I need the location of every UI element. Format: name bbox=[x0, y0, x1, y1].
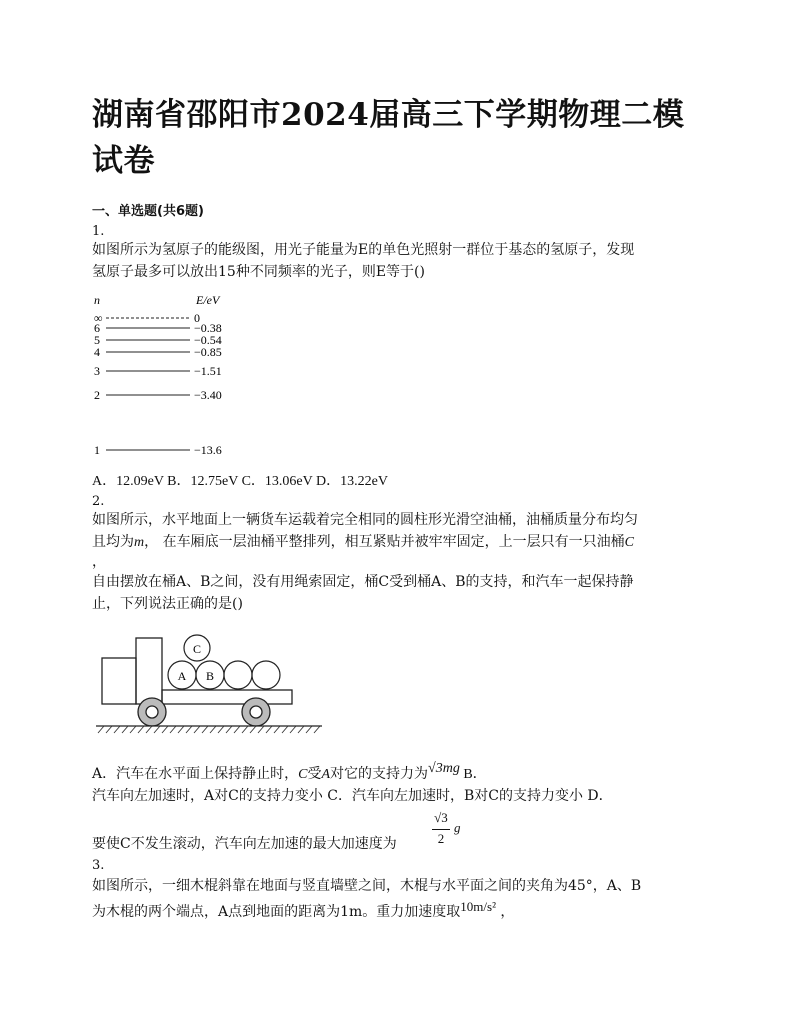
barrel bbox=[252, 661, 280, 689]
fraction-numerator: √3 bbox=[434, 810, 448, 825]
hatch-line bbox=[122, 726, 128, 733]
barrel-symbol: C bbox=[624, 535, 634, 550]
page-title: 湖南省邵阳市2024届高三下学期物理二模试卷 bbox=[92, 97, 685, 179]
question-number: 3. bbox=[92, 858, 105, 873]
formula-sqrt3mg: √3mg bbox=[428, 761, 460, 776]
ground-hatching bbox=[98, 726, 320, 733]
level-energy-label: −0.85 bbox=[194, 345, 222, 359]
question-number: 1. bbox=[92, 224, 105, 239]
text-segment: 为木棍的两个端点，A点到地面的距离为1m。重力加速度取 bbox=[92, 904, 461, 920]
hatch-line bbox=[306, 726, 312, 733]
question-text: 如图所示为氢原子的能级图，用光子能量为E的单色光照射一群位于基态的氢原子，发现 bbox=[92, 242, 635, 258]
level-n-label: 1 bbox=[94, 443, 100, 457]
fraction-denominator: 2 bbox=[437, 831, 445, 846]
level-n-label: ∞ bbox=[94, 311, 103, 325]
answer-options: 汽车向左加速时，A对C的支持力变小 C．汽车向左加速时，B对C的支持力变小 D． bbox=[92, 788, 613, 804]
hatch-line bbox=[274, 726, 280, 733]
truck-cab-upper bbox=[136, 638, 162, 704]
text-segment: ， bbox=[495, 904, 515, 920]
barrel-a-label: A bbox=[177, 669, 187, 683]
text-segment: 受 bbox=[307, 766, 322, 782]
level-n-label: 2 bbox=[94, 388, 100, 402]
level-energy-label: −0.38 bbox=[194, 321, 222, 335]
e-axis-label: E/eV bbox=[196, 293, 220, 307]
hatch-line bbox=[298, 726, 304, 733]
gravity-symbol: g bbox=[454, 820, 461, 835]
hatch-line bbox=[282, 726, 288, 733]
hatch-line bbox=[242, 726, 248, 733]
text-segment: 对它的支持力为 bbox=[330, 766, 429, 782]
hatch-line bbox=[170, 726, 176, 733]
hatch-line bbox=[130, 726, 136, 733]
hatch-line bbox=[146, 726, 152, 733]
level-energy-label: −0.54 bbox=[194, 333, 222, 347]
barrel-c-label: C bbox=[192, 642, 202, 656]
wheel-hub bbox=[146, 706, 158, 718]
text-segment: B． bbox=[459, 767, 487, 782]
answer-option-d: 要使C不发生滚动，汽车向左加速的最大加速度为 bbox=[92, 836, 397, 852]
question-text: ， bbox=[92, 554, 106, 570]
question-text: 氢原子最多可以放出15种不同频率的光子，则E等于() bbox=[92, 264, 425, 280]
level-energy-label: −13.6 bbox=[194, 443, 222, 457]
hatch-line bbox=[258, 726, 264, 733]
hatch-line bbox=[290, 726, 296, 733]
text-segment: ， 在车厢底一层油桶平整排列，相互紧贴并被牢牢固定，上一层只有一只油桶 bbox=[144, 534, 625, 550]
hatch-line bbox=[114, 726, 120, 733]
hatch-line bbox=[234, 726, 240, 733]
answer-options: A．12.09eV B．12.75eV C．13.06eV D．13.22eV bbox=[92, 474, 388, 489]
hatch-line bbox=[186, 726, 192, 733]
wheel-hub bbox=[250, 706, 262, 718]
level-energy-label: −3.40 bbox=[194, 388, 222, 402]
level-energy-label: 0 bbox=[194, 311, 200, 325]
text-segment: 且均为 bbox=[92, 534, 134, 550]
energy-levels bbox=[94, 311, 222, 457]
hatch-line bbox=[314, 726, 320, 733]
n-axis-label: n bbox=[94, 293, 100, 307]
level-n-label: 6 bbox=[94, 321, 100, 335]
level-n-label: 5 bbox=[94, 333, 100, 347]
truck-cab bbox=[102, 658, 136, 704]
hatch-line bbox=[210, 726, 216, 733]
answer-option-a bbox=[92, 761, 487, 785]
hatch-line bbox=[266, 726, 272, 733]
hatch-line bbox=[154, 726, 160, 733]
question-text: 如图所示，一细木棍斜靠在地面与竖直墙壁之间，木棍与水平面之间的夹角为45°，A、B bbox=[92, 878, 642, 894]
section-heading: 一、单选题(共6题) bbox=[92, 204, 204, 219]
hatch-line bbox=[250, 726, 256, 733]
barrel bbox=[224, 661, 252, 689]
fraction-bar bbox=[432, 829, 450, 830]
question-number: 2. bbox=[92, 494, 105, 509]
symbol: C bbox=[298, 767, 308, 782]
question-text bbox=[92, 532, 634, 553]
hatch-line bbox=[106, 726, 112, 733]
hatch-line bbox=[178, 726, 184, 733]
symbol: A bbox=[321, 767, 331, 782]
barrel-b-label: B bbox=[205, 669, 215, 683]
question-text bbox=[92, 899, 515, 922]
level-energy-label: −1.51 bbox=[194, 364, 222, 378]
question-text: 如图所示，水平地面上一辆货车运载着完全相同的圆柱形光滑空油桶，油桶质量分布均匀 bbox=[92, 512, 638, 528]
mass-symbol: m bbox=[134, 535, 145, 550]
hatch-line bbox=[194, 726, 200, 733]
hatch-line bbox=[98, 726, 104, 733]
question-text: 止，下列说法正确的是() bbox=[92, 596, 243, 612]
hatch-line bbox=[218, 726, 224, 733]
hatch-line bbox=[162, 726, 168, 733]
energy-level-diagram bbox=[92, 292, 272, 462]
question-text: 自由摆放在桶A、B之间，没有用绳索固定，桶C受到桶A、B的支持，和汽车一起保持静 bbox=[92, 574, 634, 590]
truck-figure bbox=[96, 632, 326, 736]
level-n-label: 3 bbox=[94, 364, 100, 378]
hatch-line bbox=[202, 726, 208, 733]
text-segment: A．汽车在水平面上保持静止时， bbox=[92, 766, 299, 782]
hatch-line bbox=[226, 726, 232, 733]
hatch-line bbox=[138, 726, 144, 733]
gravity-value: 10m/s² bbox=[460, 899, 496, 914]
level-n-label: 4 bbox=[94, 345, 100, 359]
truck-bed bbox=[162, 690, 292, 704]
